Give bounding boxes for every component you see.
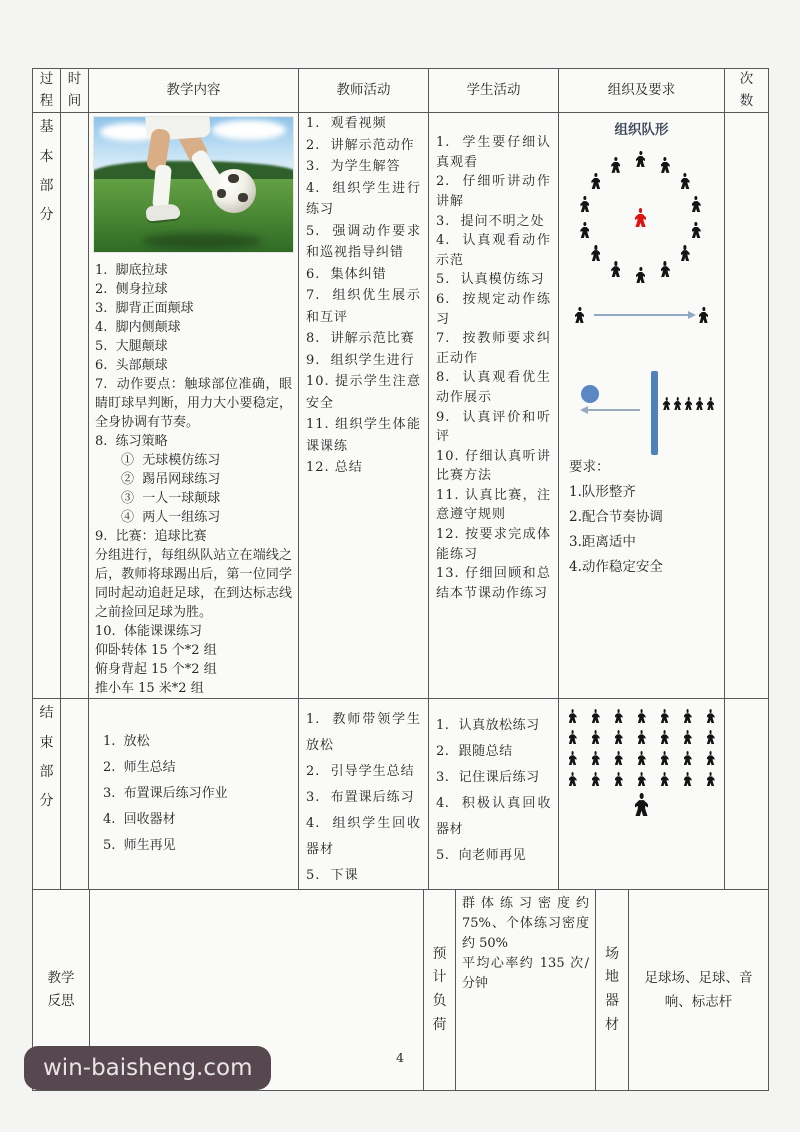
person-icon [707,730,715,744]
student-item: 1. 学生要仔细认真观看 [436,135,551,170]
person-icon [615,730,623,744]
student-item: 2. 仔细听讲动作讲解 [436,174,551,209]
person-icon [696,397,703,410]
person-icon [638,751,646,765]
content-item: 1. 脚底拉球 [95,263,168,279]
person-icon [615,772,623,786]
requirement-item: 3.距离适中 [569,534,636,551]
person-icon [575,307,584,323]
grid-row [569,730,715,744]
ending-student-list [429,699,558,869]
basic-content-list [93,261,294,698]
equipment-text: 足球场、足球、音响、标志杆 [644,969,753,1011]
watermark-badge: win-baisheng.com [24,1046,271,1090]
person-icon [580,222,589,238]
circle-formation-diagram [559,139,723,309]
person-icon [699,307,708,323]
person-icon [636,267,645,283]
ending-time-cell [61,699,89,890]
grid-row [569,709,715,723]
student-item: 5. 认真模仿练习 [436,272,545,288]
teacher-item: 12. 总结 [306,460,363,476]
teacher-item: 2. 讲解示范动作 [306,137,415,153]
basic-process-label: 基本部分 [39,119,54,224]
content-item: ④ 两人一组练习 [121,510,221,526]
student-item: 13. 仔细回顾和总结本节课动作练习 [436,566,551,601]
page-number: 4 [396,1050,404,1065]
student-item: 3. 记住课后练习 [436,770,540,786]
content-item: 7. 动作要点：触球部位准确，眼睛盯球早判断，用力大小要稳定，全身协调有节奏。 [95,377,292,431]
basic-time-cell [61,113,89,699]
lesson-plan-table [32,68,768,1091]
barrier-line-icon [651,371,658,455]
content-item: ③ 一人一球颠球 [121,491,221,507]
student-item: 4. 积极认真回收器材 [436,796,551,838]
ball-patch [228,174,239,183]
header-student: 学生活动 [429,69,559,113]
person-icon [636,151,645,167]
content-item: 2. 师生总结 [103,760,176,776]
content-item: 4. 回收器材 [103,812,176,828]
person-icon [592,709,600,723]
person-icon [684,730,692,744]
basic-student-list [436,133,551,603]
content-item: 1. 放松 [103,734,150,750]
person-icon [580,196,589,212]
requirement-item: 4.动作稳定安全 [569,559,663,576]
teacher-item: 2. 引导学生总结 [306,764,415,780]
person-icon [591,173,600,189]
person-icon [611,157,620,173]
content-item: ② 踢吊网球练习 [121,472,221,488]
requirements-list [569,455,718,580]
ending-content-cell [89,699,299,890]
teacher-person-icon [635,793,648,816]
teacher-item: 3. 为学生解答 [306,159,401,175]
person-icon [638,709,646,723]
teacher-item: 5. 下课 [306,868,359,884]
person-icon [661,772,669,786]
person-icon [681,245,690,261]
content-item: 3. 脚背正面颠球 [95,301,194,317]
student-item: 8. 认真观看优生动作展示 [436,370,551,405]
venue-label: 场地器材 [605,945,619,1033]
header-content: 教学内容 [89,69,299,113]
ending-process-label: 结束部分 [39,705,54,810]
ending-teacher-list [299,699,428,889]
student-line [663,397,714,410]
teacher-item: 4. 组织学生回收器材 [306,816,421,858]
requirement-item: 2.配合节奏协调 [569,509,663,526]
content-item: 仰卧转体 15 个*2 组 [95,643,217,659]
content-item: 3. 布置课后练习作业 [103,786,228,802]
soccer-juggling-photo [93,116,294,253]
person-icon [591,245,600,261]
student-item: 9. 认真评价和听评 [436,409,551,445]
basic-process-cell [33,113,61,699]
person-icon [638,772,646,786]
pair-drill-diagram [575,307,708,323]
person-icon [692,222,701,238]
content-item: 俯身背起 15 个*2 组 [95,662,217,678]
leader-person-icon [635,208,646,227]
content-item: 分组进行，每组纵队站立在端线之后，教师将球踢出后，第一位同学同时起动追赶足球，在到达标志线之前捡回足球为胜。 [95,548,292,621]
ending-process-cell [33,699,61,890]
load-line: 平均心率约 135 次/分钟 [462,956,589,992]
student-item: 11. 认真比赛，注意遵守规则 [436,487,551,523]
person-icon [638,730,646,744]
person-icon [661,751,669,765]
ending-student-cell [429,699,559,890]
content-item: 推小车 15 米*2 组 [95,681,204,697]
content-item: 5. 师生再见 [103,838,176,854]
header-count: 次数 [725,69,769,113]
student-item: 6. 按规定动作练习 [436,291,551,327]
person-icon [685,397,692,410]
teacher-item: 10. 提示学生注意安全 [306,374,421,411]
person-icon [661,157,670,173]
ending-content-list [89,699,298,859]
basic-org-cell [559,113,725,699]
student-item: 2. 跟随总结 [436,744,513,760]
header-process: 过程 [33,69,61,113]
person-icon [661,709,669,723]
basic-student-cell [429,113,559,699]
person-icon [569,730,577,744]
teacher-item: 1. 观看视频 [306,116,387,132]
content-item: 5. 大腿颠球 [95,339,168,355]
person-icon [692,196,701,212]
person-icon [684,772,692,786]
requirement-item: 要求： [569,459,610,476]
arrow-right-icon [594,314,689,316]
header-org: 组织及要求 [559,69,725,113]
teacher-item: 9. 组织学生进行 [306,352,415,368]
person-icon [592,772,600,786]
teacher-item: 3. 布置课后练习 [306,790,415,806]
content-item: 2. 侧身拉球 [95,282,168,298]
basic-content-cell [89,113,299,699]
teacher-item: 7. 组织优生展示和互评 [306,288,421,325]
student-grid-formation [569,709,715,786]
student-item: 1. 认真放松练习 [436,718,540,734]
content-item: 4. 脚内侧颠球 [95,320,181,336]
header-teacher: 教师活动 [299,69,429,113]
teacher-item: 5. 强调动作要求和巡视指导纠错 [306,223,421,261]
grid-row [569,772,715,786]
teacher-item: 8. 讲解示范比赛 [306,331,415,347]
person-icon [569,751,577,765]
person-icon [707,397,714,410]
person-icon [569,772,577,786]
content-item: 6. 头部颠球 [95,358,168,374]
ball-patch [238,193,248,202]
ball-patch [217,189,226,198]
basic-teacher-list [306,113,421,479]
student-item: 7. 按教师要求纠正动作 [436,331,551,366]
teacher-item: 6. 集体纠错 [306,266,387,282]
arrow-left-icon [587,409,640,411]
ending-teacher-cell [299,699,429,890]
person-icon [707,772,715,786]
person-icon [684,751,692,765]
person-icon [592,730,600,744]
basic-count-cell [725,113,769,699]
basic-teacher-cell [299,113,429,699]
grid-row [569,751,715,765]
person-icon [611,261,620,277]
person-icon [674,397,681,410]
reflection-label: 教学反思 [47,970,75,1010]
person-icon [707,751,715,765]
photo-soccer-ball [212,169,256,213]
person-icon [663,397,670,410]
content-item: 9. 比赛：追球比赛 [95,529,207,545]
person-icon [707,709,715,723]
ending-count-cell [725,699,769,890]
student-item: 12. 按要求完成体能练习 [436,527,551,562]
person-icon [615,709,623,723]
student-item: 4. 认真观看动作示范 [436,233,551,268]
person-icon [592,751,600,765]
ending-org-cell [559,699,725,890]
person-icon [681,173,690,189]
person-icon [569,709,577,723]
teacher-item: 1. 教师带领学生放松 [306,712,421,754]
student-item: 5. 向老师再见 [436,848,527,864]
teacher-item: 11. 组织学生体能课课练 [306,417,421,454]
student-item: 3. 提问不明之处 [436,213,545,229]
student-item: 10. 仔细认真听讲比赛方法 [436,448,551,484]
content-item: 10. 体能课课练习 [95,624,202,640]
ball-icon [581,385,599,403]
load-line: 群体练习密度约 75%、个体练习密度约 50% [462,896,594,952]
teacher-item: 4. 组织学生进行练习 [306,180,421,218]
person-icon [615,751,623,765]
requirement-item: 1.队形整齐 [569,484,636,501]
load-label: 预计负荷 [432,945,447,1033]
content-item: ① 无球模仿练习 [121,453,221,469]
person-icon [661,730,669,744]
content-item: 8. 练习策略 [95,434,168,450]
person-icon [684,709,692,723]
dismissal-formation-diagram [559,699,724,816]
org-formation-title: 组织队形 [614,122,669,139]
header-time: 时间 [61,69,89,113]
person-icon [661,261,670,277]
